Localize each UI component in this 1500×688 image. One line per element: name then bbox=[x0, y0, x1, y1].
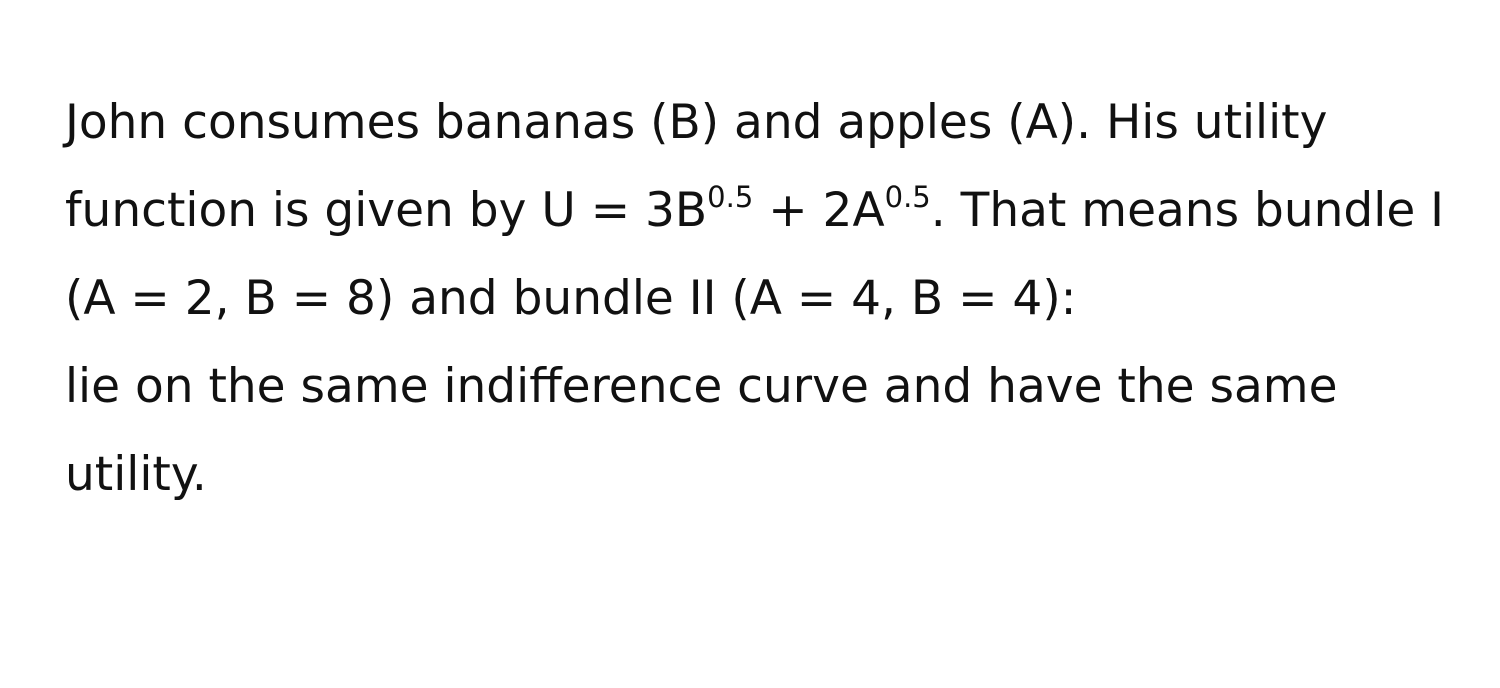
question-text bbox=[65, 79, 1455, 343]
exponent-a: 0.5 bbox=[884, 180, 931, 214]
question-text-part-2: + 2A bbox=[753, 183, 885, 238]
exponent-b: 0.5 bbox=[707, 180, 754, 214]
answer-text: lie on the same indifference curve and have the same utility. bbox=[65, 359, 1338, 502]
question-text-part-1: John consumes bananas (B) and apples (A). His utility function is given by U = 3B bbox=[65, 95, 1328, 238]
document-body bbox=[65, 79, 1455, 519]
question-text-part-3: . That means bundle I (A = 2, B = 8) and bundle II (A = 4, B = 4): bbox=[65, 183, 1445, 326]
